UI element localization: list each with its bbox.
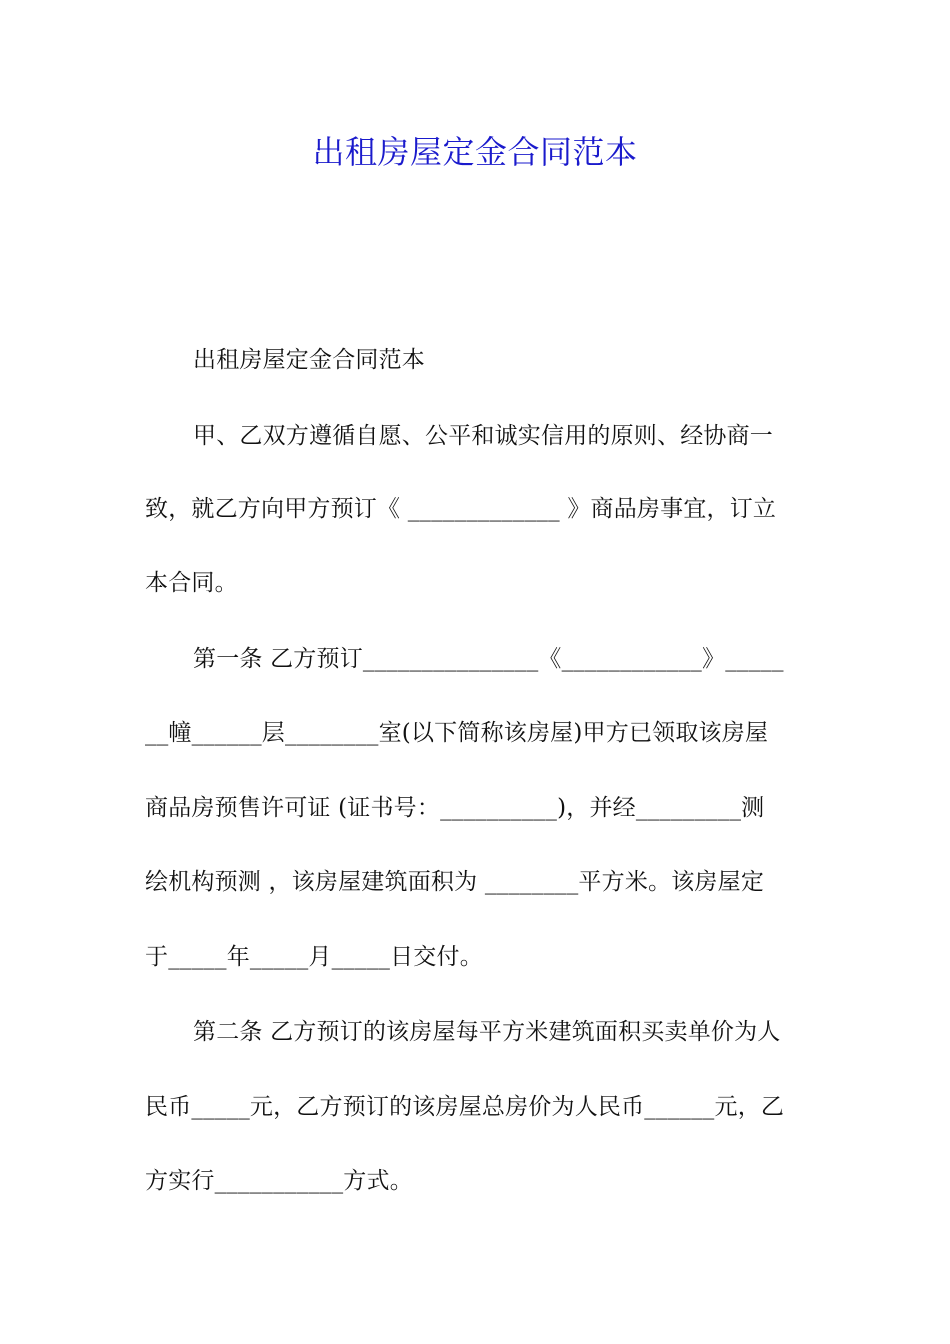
article-1-line-2: __幢______层________室(以下简称该房屋)甲方已领取该房屋 [145,720,769,746]
paragraph-1-line-1: 甲、乙双方遵循自愿、公平和诚实信用的原则、经协商一 [193,423,773,449]
document-title: 出租房屋定金合同范本 [312,133,638,171]
article-2-line-1: 第二条 乙方预订的该房屋每平方米建筑面积买卖单价为人 [193,1019,781,1045]
article-1-line-3: 商品房预售许可证 (证书号：__________)，并经_________测 [145,795,765,821]
paragraph-1-line-3: 本合同。 [145,570,238,596]
article-1-line-5: 于_____年_____月_____日交付。 [145,944,483,970]
article-2-line-2: 民币_____元，乙方预订的该房屋总房价为人民币______元，乙 [145,1094,785,1120]
article-2-line-3: 方实行___________方式。 [145,1168,413,1194]
article-1-line-1: 第一条 乙方预订_______________《____________》_____ [193,646,784,672]
paragraph-1-line-2: 致，就乙方向甲方预订《 _____________ 》商品房事宜，订立 [145,496,777,522]
article-1-line-4: 绘机构预测 ，该房屋建筑面积为 ________平方米。该房屋定 [145,869,765,895]
subtitle-line: 出租房屋定金合同范本 [193,347,425,373]
